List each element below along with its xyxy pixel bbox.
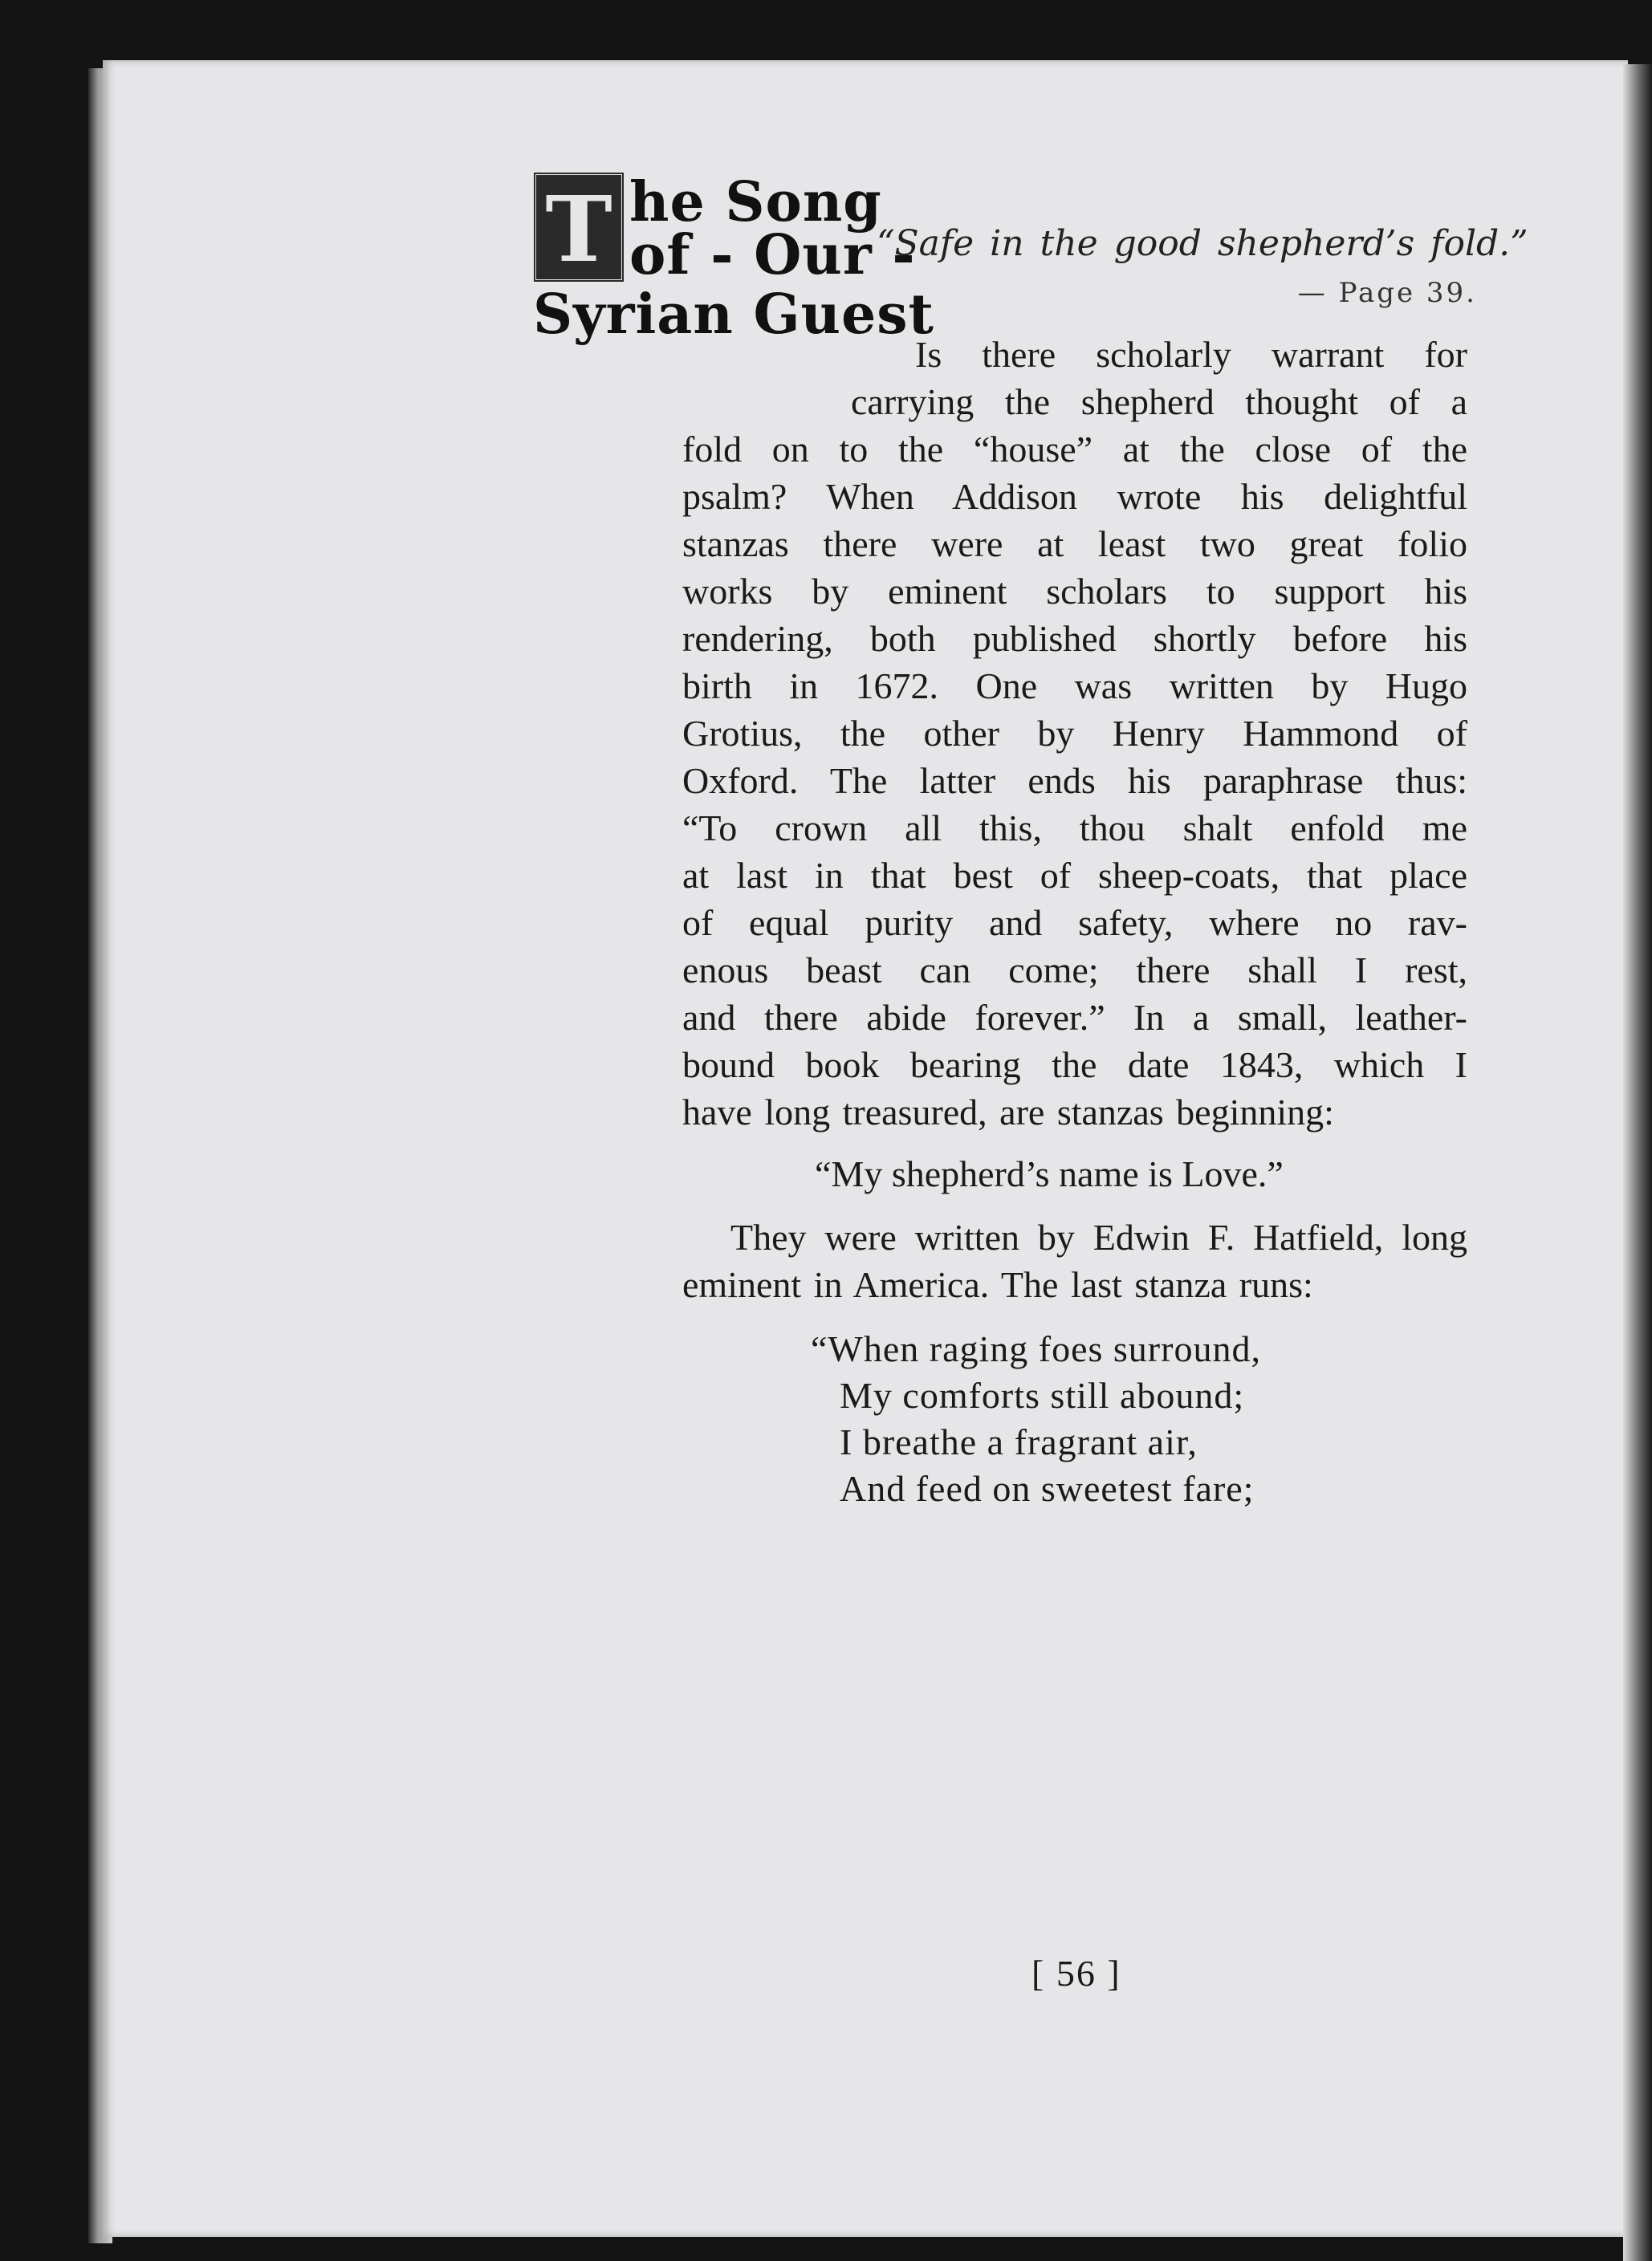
quoted-line: “My shepherd’s name is Love.” — [815, 1153, 1284, 1194]
body-line-2: carrying the shepherd thought of a — [851, 381, 1467, 422]
body-line — [682, 1214, 1467, 1261]
title-dropcap: T — [533, 172, 625, 283]
body-line: stanzas there were at least two great folio — [682, 523, 1467, 564]
verse-line: I breathe a fragrant air, — [840, 1421, 1198, 1462]
body-line: enous beast can come; there shall I rest, — [682, 950, 1467, 990]
body-line: works by eminent scholars to support his — [682, 571, 1467, 612]
body-line: at last in that best of sheep-coats, that place — [682, 855, 1467, 896]
body-line: rendering, both published shortly before his — [682, 618, 1467, 659]
chapter-title — [533, 170, 934, 347]
title-line-3: Syrian Guest — [533, 283, 934, 347]
verse-line: My comforts still abound; — [840, 1375, 1245, 1416]
verse-line: “When raging foes surround, — [811, 1328, 1261, 1369]
title-line-1: he Song — [629, 170, 882, 234]
body-line: have long treasured, are stanzas beginning: — [682, 1092, 1334, 1133]
body-line: bound book bearing the date 1843, which I — [682, 1044, 1467, 1085]
epigraph-reference: — Page 39. — [1297, 277, 1477, 309]
body-line: “To crown all this, thou shalt enfold me — [682, 807, 1467, 848]
epigraph-quote: “Safe in the good shepherd’s fold.” — [877, 223, 1528, 264]
page-number: [ 56 ] — [1031, 1953, 1121, 1994]
body-line-text: They were written by Edwin F. Hatfield, long — [730, 1217, 1467, 1258]
book-right-edge — [1623, 64, 1652, 2261]
body-line: Oxford. The latter ends his paraphrase thus: — [682, 760, 1467, 801]
body-line: psalm? When Addison wrote his delightful — [682, 476, 1467, 517]
body-line: of equal purity and safety, where no rav- — [682, 902, 1467, 943]
body-line: birth in 1672. One was written by Hugo — [682, 665, 1467, 706]
body-line: fold on to the “house” at the close of the — [682, 429, 1467, 470]
verse-line: And feed on sweetest fare; — [840, 1468, 1255, 1509]
body-line: eminent in America. The last stanza runs: — [682, 1264, 1313, 1305]
verse-stanza — [811, 1326, 1261, 1512]
title-line-2: of - Our - — [629, 223, 916, 287]
body-paragraph-2 — [682, 1214, 1467, 1308]
body-paragraph-1 — [682, 425, 1467, 1136]
body-line: Grotius, the other by Henry Hammond of — [682, 713, 1467, 754]
body-line: and there abide forever.” In a small, leather- — [682, 997, 1467, 1038]
body-line-1: Is there scholarly warrant for — [915, 334, 1467, 375]
